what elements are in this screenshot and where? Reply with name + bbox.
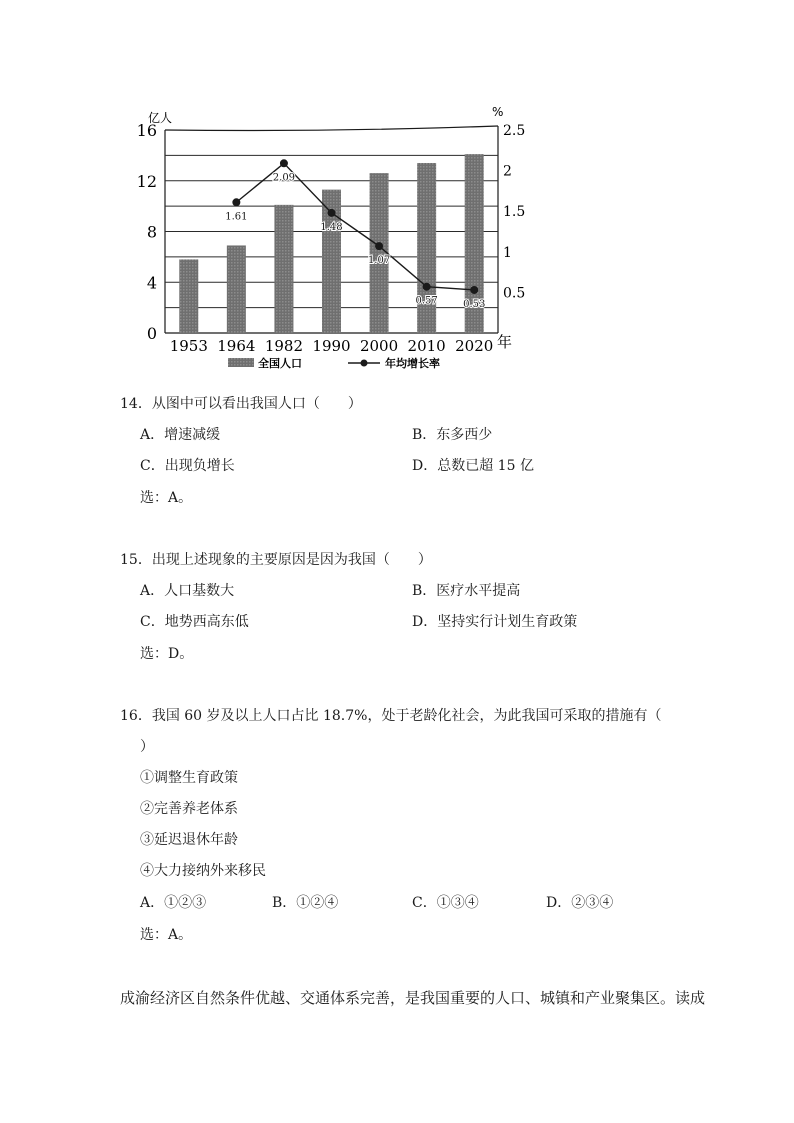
q16-option-b[interactable]: B．①②④ (272, 895, 339, 911)
q16-stem-line2: ） (140, 739, 154, 755)
growth-rate-point (470, 286, 478, 294)
right-tick-label: 2.5 (503, 123, 526, 139)
growth-rate-line (225, 159, 485, 310)
growth-rate-label: 2.09 (272, 172, 296, 184)
q16-answer: 选：A。 (140, 927, 193, 943)
x-axis-ticks (170, 337, 494, 355)
q16-stem-line1: 16．我国 60 岁及以上人口占比 18.7%，处于老龄化社会，为此我国可采取的措施有（ (120, 708, 662, 724)
q16-item-2: ②完善养老体系 (140, 801, 238, 817)
population-bar (227, 245, 246, 333)
x-tick-label: 1982 (264, 337, 304, 355)
q15-option-a[interactable]: A．人口基数大 (140, 583, 235, 599)
q15-option-c[interactable]: C．地势西高东低 (140, 614, 249, 630)
left-tick-label: 8 (146, 222, 157, 242)
growth-rate-label: 0.53 (463, 298, 486, 310)
legend (228, 356, 440, 370)
q14-option-a[interactable]: A．增速减缓 (140, 427, 221, 443)
left-tick-label: 16 (136, 121, 157, 140)
q16-option-c[interactable]: C．①③④ (412, 895, 479, 911)
right-tick-label: 0.5 (503, 285, 526, 302)
q14-option-c[interactable]: C．出现负增长 (140, 458, 235, 474)
right-tick-label: 2 (503, 163, 512, 180)
growth-rate-point (375, 242, 383, 250)
x-tick-label: 1990 (312, 337, 351, 355)
q15-stem: 15．出现上述现象的主要原因是因为我国（ ） (120, 552, 432, 568)
legend-line-marker (361, 360, 368, 367)
plot-top-edge (165, 126, 498, 131)
legend-bar-label: 全国人口 (258, 357, 302, 370)
right-tick-label: 1 (503, 244, 512, 261)
population-bar (367, 173, 391, 333)
q16-item-3: ③延迟退休年龄 (140, 832, 238, 848)
left-axis-ticks (137, 121, 157, 343)
q15-option-b[interactable]: B．医疗水平提高 (412, 583, 521, 599)
growth-rate-point (328, 209, 336, 217)
q16-item-4: ④大力接纳外来移民 (140, 863, 266, 879)
left-tick-label: 4 (146, 273, 157, 293)
q14-option-d[interactable]: D．总数已超 15 亿 (412, 458, 534, 474)
population-bar (179, 259, 198, 333)
q16-option-a[interactable]: A．①②③ (140, 895, 207, 911)
x-tick-label: 2020 (455, 337, 494, 355)
growth-rate-label: 0.57 (415, 295, 438, 307)
population-bar (274, 205, 293, 333)
right-axis-ticks (503, 123, 525, 301)
x-axis-unit: 年 (497, 333, 513, 351)
growth-rate-label: 1.61 (225, 211, 248, 223)
growth-rate-point (232, 198, 240, 206)
q15-option-d[interactable]: D．坚持实行计划生育政策 (412, 614, 578, 630)
left-axis-unit: 亿人 (148, 111, 173, 125)
legend-line-label: 年均增长率 (385, 357, 440, 370)
q14-stem: 14．从图中可以看出我国人口（ ） (120, 396, 362, 412)
right-axis-unit: % (492, 105, 504, 119)
x-tick-label: 2010 (407, 337, 446, 355)
growth-rate-label: 1.48 (320, 221, 343, 233)
left-tick-label: 0 (146, 324, 157, 343)
population-chart (120, 100, 526, 375)
x-tick-label: 1964 (217, 337, 256, 355)
legend-bar-swatch (228, 358, 254, 367)
growth-rate-point (280, 159, 288, 167)
left-tick-label: 12 (136, 171, 157, 191)
passage-text: 成渝经济区自然条件优越、交通体系完善，是我国重要的人口、城镇和产业聚集区。读成 (120, 989, 706, 1007)
growth-rate-point (423, 283, 431, 291)
q14-option-b[interactable]: B．东多西少 (412, 427, 493, 443)
growth-rate-label: 1.07 (367, 255, 391, 267)
q16-option-d[interactable]: D．②③④ (546, 895, 614, 911)
right-tick-label: 1.5 (503, 204, 526, 221)
q14-answer: 选：A。 (140, 490, 193, 506)
population-bar (417, 163, 436, 333)
q15-answer: 选：D。 (140, 646, 194, 662)
x-tick-label: 2000 (359, 337, 399, 355)
q16-item-1: ①调整生育政策 (140, 770, 238, 786)
x-tick-label: 1953 (169, 337, 208, 355)
